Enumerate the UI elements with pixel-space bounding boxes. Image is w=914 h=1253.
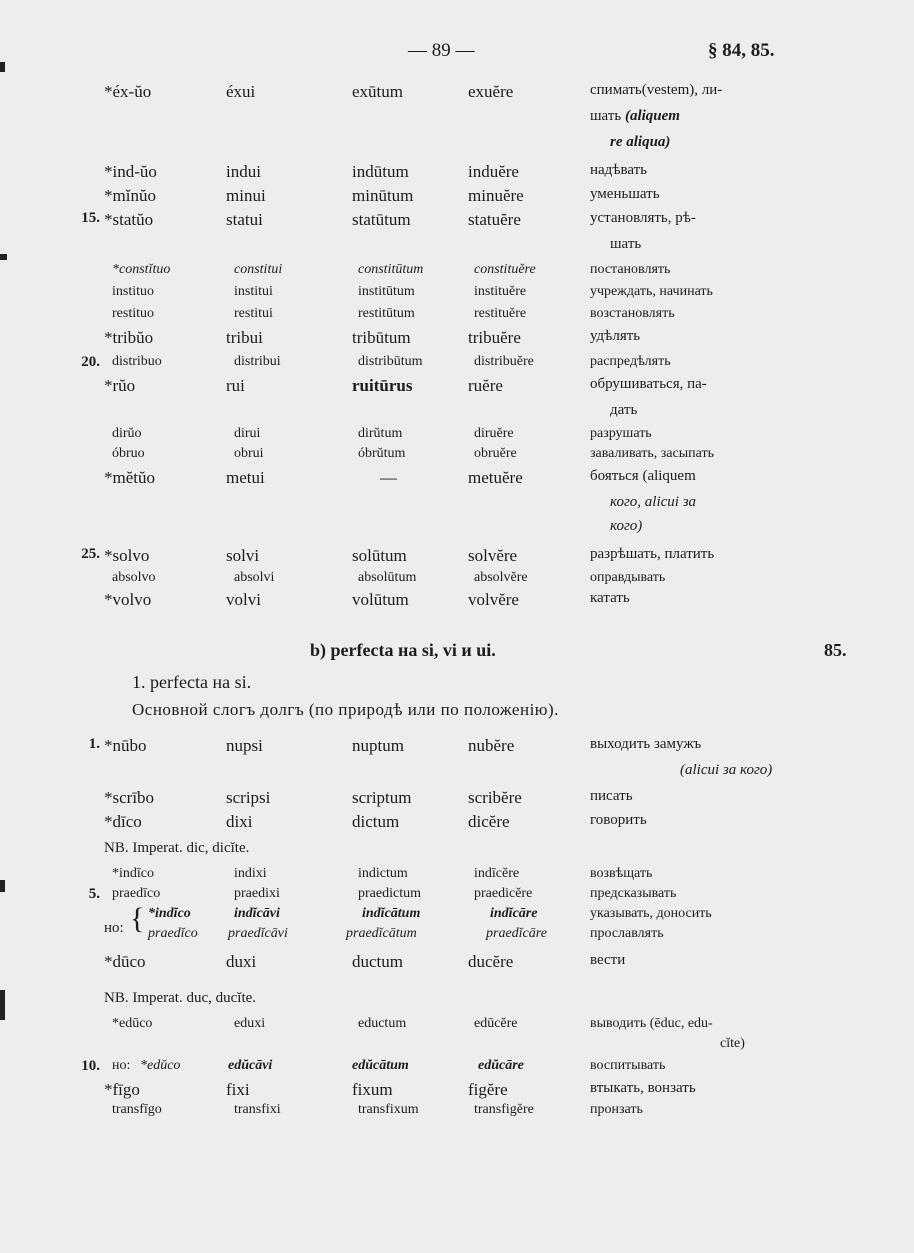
supine: óbrŭtum <box>358 446 406 461</box>
present: *statŭo <box>104 210 154 229</box>
perfect: duxi <box>226 952 257 971</box>
translation: разрушать <box>590 426 652 441</box>
page-number: — 89 — <box>408 40 475 61</box>
perfect: obrui <box>234 446 264 461</box>
present: *indĭco <box>148 906 191 921</box>
perfect: nupsi <box>226 736 263 755</box>
table-row <box>0 210 914 234</box>
infinitive: obruĕre <box>474 446 517 461</box>
perfect: indixi <box>234 866 267 881</box>
supine: dirŭtum <box>358 426 403 441</box>
table-row <box>0 736 914 760</box>
perfect: volvi <box>226 590 261 609</box>
margin-mark <box>0 62 5 72</box>
table-row <box>0 468 914 492</box>
cont-italic: (aliquem <box>624 108 680 124</box>
line-number: 10. <box>81 1058 100 1074</box>
translation: писать <box>590 788 633 804</box>
translation: распредѣлять <box>590 354 671 369</box>
table-row <box>0 306 914 330</box>
line-number: 15. <box>81 210 100 226</box>
table-row <box>0 354 914 378</box>
translation-continued: дать <box>610 402 638 418</box>
table-row <box>0 1016 914 1040</box>
present: distribuo <box>112 354 162 369</box>
perfect: indui <box>226 162 261 181</box>
perfect: scripsi <box>226 788 271 807</box>
present: *mĕtŭo <box>104 468 155 487</box>
translation: возвѣщать <box>590 866 653 881</box>
infinitive: exuĕre <box>468 82 514 101</box>
supine: edŭcātum <box>352 1058 409 1073</box>
supine: fixum <box>352 1080 393 1099</box>
nb-note: NB. Imperat. dic, dicĭte. <box>104 840 250 856</box>
present: praedīco <box>112 886 161 901</box>
table-row <box>0 1080 914 1104</box>
infinitive: scribĕre <box>468 788 522 807</box>
translation: обрушиваться, па- <box>590 376 707 392</box>
table-row <box>0 590 914 614</box>
subsection-title: 1. perfecta на si. <box>132 672 252 692</box>
supine: — <box>380 468 397 487</box>
line-number: 1. <box>88 736 100 752</box>
perfect: metui <box>226 468 265 487</box>
translation-continued <box>590 108 680 125</box>
infinitive: edŭcāre <box>478 1058 524 1073</box>
translation: бояться (aliquem <box>590 468 696 484</box>
supine: praedĭcātum <box>346 926 417 941</box>
infinitive: constituĕre <box>474 262 536 277</box>
translation: предсказывать <box>590 886 677 901</box>
perfect: edŭcāvi <box>228 1058 273 1073</box>
present: *edūco <box>112 1016 153 1031</box>
translation-continued: шать <box>610 236 642 252</box>
supine: ductum <box>352 952 403 971</box>
line-number: 25. <box>81 546 100 562</box>
table-row <box>0 1058 914 1082</box>
table-row <box>0 446 914 470</box>
perfect: dirui <box>234 426 261 441</box>
present: *tribŭo <box>104 328 154 347</box>
perfect: minui <box>226 186 266 205</box>
supine: indictum <box>358 866 408 881</box>
translation: возстановлять <box>590 306 675 321</box>
present: absolvo <box>112 570 156 585</box>
perfect: fixi <box>226 1080 250 1099</box>
supine: praedictum <box>358 886 421 901</box>
section-number: 85. <box>824 640 847 660</box>
infinitive: praedicĕre <box>474 886 533 901</box>
present: dirŭo <box>112 426 142 441</box>
table-row <box>0 952 914 976</box>
supine: exūtum <box>352 82 403 101</box>
infinitive: volvĕre <box>468 590 519 609</box>
table-row <box>0 186 914 210</box>
infinitive: tribuĕre <box>468 328 521 347</box>
present: *indīco <box>112 866 154 881</box>
present: *éx-ŭo <box>104 82 152 101</box>
infinitive: minuĕre <box>468 186 524 205</box>
perfect: transfixi <box>234 1102 281 1117</box>
perfect: solvi <box>226 546 260 565</box>
supine: restitūtum <box>358 306 415 321</box>
translation: воспитывать <box>590 1058 666 1073</box>
table-row <box>0 328 914 352</box>
infinitive: solvĕre <box>468 546 518 565</box>
perfect: statui <box>226 210 263 229</box>
present: instituo <box>112 284 155 299</box>
supine: minūtum <box>352 186 414 205</box>
infinitive: instituĕre <box>474 284 527 299</box>
supine: solūtum <box>352 546 407 565</box>
supine: indūtum <box>352 162 409 181</box>
rule-note: Основной слогъ долгъ (по природѣ или по положенію). <box>132 700 559 719</box>
supine: institūtum <box>358 284 415 299</box>
table-row <box>0 262 914 286</box>
supine: scriptum <box>352 788 412 807</box>
perfect: indĭcāvi <box>234 906 280 921</box>
present: *dīco <box>104 812 142 831</box>
perfect: éxui <box>226 82 256 101</box>
table-row <box>0 926 914 950</box>
translation: оправдывать <box>590 570 666 585</box>
table-row <box>0 82 914 106</box>
present: *volvo <box>104 590 152 609</box>
translation: говорить <box>590 812 647 828</box>
present: *mĭnŭo <box>104 186 156 205</box>
infinitive: ducĕre <box>468 952 514 971</box>
supine: indĭcātum <box>362 906 421 921</box>
supine: absolūtum <box>358 570 417 585</box>
supine: transfixum <box>358 1102 419 1117</box>
translation: вести <box>590 952 626 968</box>
infinitive: absolvĕre <box>474 570 528 585</box>
translation: учреждать, начинать <box>590 284 713 299</box>
infinitive: edūcĕre <box>474 1016 518 1031</box>
perfect: dixi <box>226 812 253 831</box>
translation: разрѣшать, платить <box>590 546 715 562</box>
contrast-label: но: <box>104 920 124 936</box>
translation: постановлять <box>590 262 671 277</box>
present: *ind-ŭo <box>104 162 157 181</box>
perfect: distribui <box>234 354 281 369</box>
infinitive: figĕre <box>468 1080 508 1099</box>
infinitive: metuĕre <box>468 468 523 487</box>
present: *rŭo <box>104 376 136 395</box>
infinitive: restituĕre <box>474 306 527 321</box>
future-participle: ruitūrus <box>352 376 413 395</box>
perfect: rui <box>226 376 245 395</box>
present: *edŭco <box>140 1058 181 1073</box>
infinitive: praedĭcāre <box>486 926 547 941</box>
present: *scrībo <box>104 788 155 807</box>
translation-continued: (alicui за кого) <box>680 762 773 778</box>
infinitive: distribuĕre <box>474 354 534 369</box>
infinitive: transfigĕre <box>474 1102 534 1117</box>
margin-mark <box>0 254 7 260</box>
perfect: eduxi <box>234 1016 266 1031</box>
translation: втыкать, вонзать <box>590 1080 696 1096</box>
translation: установлять, рѣ- <box>590 210 696 226</box>
supine: distribūtum <box>358 354 423 369</box>
present: *dūco <box>104 952 146 971</box>
present: transfīgo <box>112 1102 162 1117</box>
translation: катать <box>590 590 630 606</box>
line-number: 20. <box>81 354 100 370</box>
translation: пронзать <box>590 1102 643 1117</box>
translation: указывать, доносить <box>590 906 712 921</box>
table-row <box>0 376 914 400</box>
present: praedĭco <box>148 926 198 941</box>
perfect: praedĭcāvi <box>228 926 288 941</box>
present: *constĭtuo <box>112 262 171 277</box>
perfect: constitui <box>234 262 283 277</box>
contrast-label: но: <box>112 1058 131 1073</box>
supine: volūtum <box>352 590 409 609</box>
nb-note: NB. Imperat. duc, ducĭte. <box>104 990 257 1006</box>
translation-continued: кого, alicui за <box>610 494 697 510</box>
section-ref: § 84, 85. <box>708 40 775 61</box>
table-row <box>0 788 914 812</box>
translation: выходить замужъ <box>590 736 702 752</box>
perfect: institui <box>234 284 273 299</box>
supine: tribūtum <box>352 328 411 347</box>
infinitive: statuĕre <box>468 210 521 229</box>
perfect: restitui <box>234 306 273 321</box>
table-row <box>0 284 914 308</box>
infinitive: ruĕre <box>468 376 503 395</box>
present: *nūbo <box>104 736 147 755</box>
present: *fīgo <box>104 1080 140 1099</box>
translation: надѣвать <box>590 162 648 178</box>
present: restituo <box>112 306 154 321</box>
translation: спимать(vestem), ли- <box>590 82 723 98</box>
table-row <box>0 546 914 570</box>
brace: { <box>130 902 145 935</box>
present: *solvo <box>104 546 150 565</box>
supine: dictum <box>352 812 400 831</box>
infinitive: diruĕre <box>474 426 514 441</box>
translation: уменьшать <box>590 186 660 202</box>
infinitive: dicĕre <box>468 812 510 831</box>
infinitive: nubĕre <box>468 736 515 755</box>
supine: statūtum <box>352 210 411 229</box>
supine: nuptum <box>352 736 404 755</box>
translation: удѣлять <box>590 328 641 344</box>
infinitive: indīcĕre <box>474 866 520 881</box>
table-row <box>0 162 914 186</box>
translation: выводить (ēduc, edu- <box>590 1016 713 1031</box>
supine: constitūtum <box>358 262 424 277</box>
section-title: b) perfecta на si, vi и ui. <box>310 640 496 660</box>
present: óbruo <box>112 446 145 461</box>
perfect: absolvi <box>234 570 275 585</box>
infinitive: induĕre <box>468 162 519 181</box>
perfect: tribui <box>226 328 263 347</box>
infinitive: indĭcāre <box>490 906 538 921</box>
translation: прославлять <box>590 926 664 941</box>
table-row <box>0 1102 914 1126</box>
line-number: 5. <box>88 886 100 902</box>
translation-continued: re aliqua) <box>610 134 671 150</box>
translation: заваливать, засыпать <box>590 446 714 461</box>
perfect: praedixi <box>234 886 280 901</box>
cont-plain: шать <box>590 108 625 124</box>
translation-continued: кого) <box>610 518 643 534</box>
supine: eductum <box>358 1016 407 1031</box>
table-row <box>0 812 914 836</box>
translation-continued: cĭte) <box>720 1036 745 1051</box>
